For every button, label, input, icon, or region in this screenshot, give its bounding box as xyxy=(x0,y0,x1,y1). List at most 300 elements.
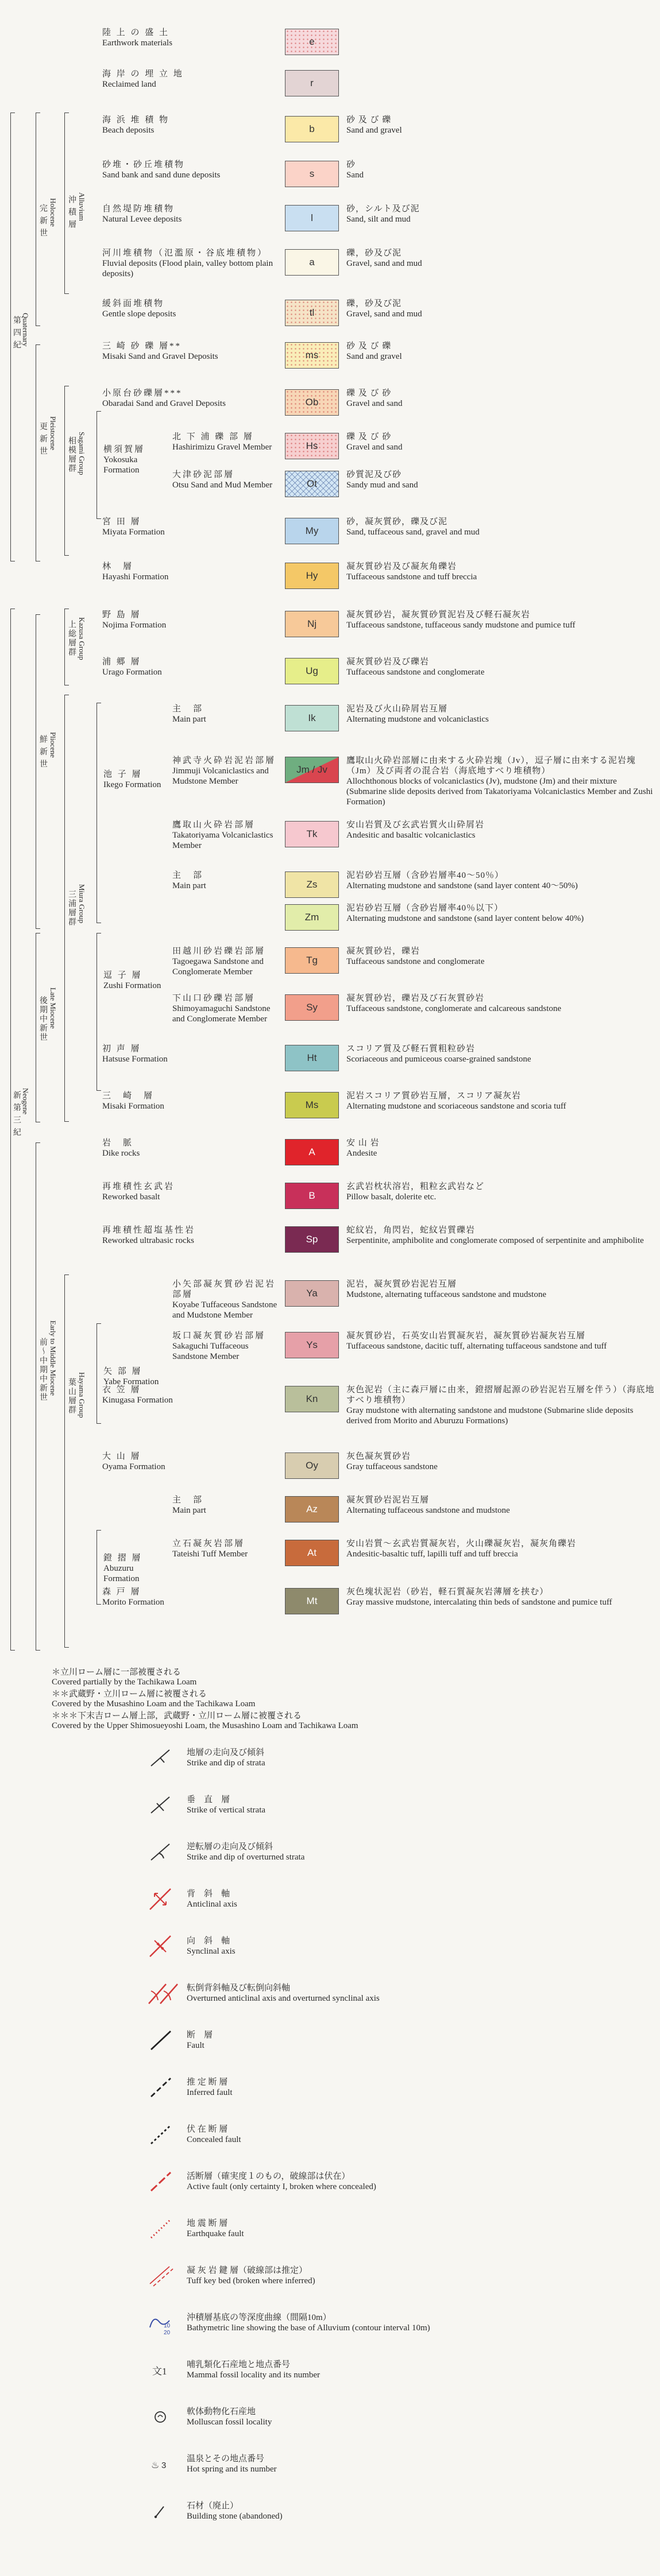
unit-code: Zm xyxy=(304,912,319,923)
unit-name-en: Morito Formation xyxy=(102,1598,164,1607)
unit-row-kn xyxy=(0,1385,660,1425)
hayama-label-jp: 葉山層群 xyxy=(67,1378,76,1415)
early-middle-miocene-label-en: Early to Middle Miocene xyxy=(49,1320,57,1396)
unit-description-jp: 安山岩質及び玄武岩質火山砕屑岩 xyxy=(346,820,485,830)
alluvium-label-en: Alluvium xyxy=(78,192,86,221)
unit-code: e xyxy=(309,36,315,47)
unit-name-jp: 下山口砂礫岩部層 xyxy=(172,994,256,1003)
pliocene-label-en: Pliocene xyxy=(49,732,57,758)
unit-name-jp: 浦 郷 層 xyxy=(102,657,141,667)
unit-name xyxy=(102,388,275,409)
unit-name-jp: 再堆積性超塩基性岩 xyxy=(102,1226,196,1235)
unit-code: Kn xyxy=(306,1393,318,1404)
unit-description-en: Sand and gravel xyxy=(346,126,402,135)
unit-swatch xyxy=(285,1139,339,1165)
unit-swatch xyxy=(285,1332,339,1358)
unit-name xyxy=(172,993,279,1024)
symbol-label-jp: 沖積層基底の等深度曲線（間隔10m） xyxy=(187,2313,331,2322)
unit-name xyxy=(172,870,279,891)
symbol-label xyxy=(187,2407,600,2427)
unit-description-en: Sand and gravel xyxy=(346,352,402,361)
unit-description-jp: 泥岩砂岩互層（含砂岩層率40〜50％） xyxy=(346,871,504,880)
unit-description-jp: 礫 及 び 砂 xyxy=(346,389,392,398)
pliocene-label-jp: 鮮 新 世 xyxy=(38,735,47,769)
unit-name-en: Shimoyamaguchi Sandstone and Conglomerate Member xyxy=(172,1004,271,1024)
unit-description-en: Mudstone, alternating tuffaceous sandstone and mudstone xyxy=(346,1290,546,1299)
unit-row-mt xyxy=(0,1587,660,1621)
unit-name-jp: 林 層 xyxy=(102,562,134,571)
svg-text:10: 10 xyxy=(164,2323,171,2329)
unit-name-jp: 小原台砂礫層*** xyxy=(102,389,183,398)
unit-description-en: Gravel and sand xyxy=(346,443,403,452)
unit-name xyxy=(102,69,275,90)
unit-description xyxy=(346,1331,657,1351)
unit-description-en: Gravel and sand xyxy=(346,399,403,408)
ikego-label: 池 子 層 Ikego Formation xyxy=(103,770,161,789)
unit-name xyxy=(102,1587,275,1607)
hayama-label-en: Hayama Group xyxy=(78,1372,86,1418)
unit-code: A xyxy=(308,1146,315,1157)
unit-description xyxy=(346,946,657,967)
unit-row-e xyxy=(0,28,660,62)
unit-name xyxy=(102,299,275,319)
unit-swatch xyxy=(285,1045,339,1071)
unit-code: Ya xyxy=(306,1288,318,1299)
unit-description-en: Gray tuffaceous sandstone xyxy=(346,1462,438,1471)
svg-text:3: 3 xyxy=(161,2461,167,2470)
unit-name xyxy=(102,204,275,224)
zushi-label: 逗 子 層 Zushi Formation xyxy=(103,971,161,990)
unit-description xyxy=(346,248,657,269)
symbol-label-jp: 活断層（確実度１のもの，破線部は伏在） xyxy=(187,2172,350,2181)
unit-swatch xyxy=(285,1588,339,1614)
symbol-row xyxy=(146,2263,606,2298)
symbol-label xyxy=(187,1842,600,1862)
symbol-label xyxy=(187,2218,600,2239)
unit-description-en: Sand xyxy=(346,171,364,180)
unit-name-en: Dike rocks xyxy=(102,1149,140,1158)
unit-row-my xyxy=(0,517,660,551)
symbol-label-jp: 逆転層の走向及び傾斜 xyxy=(187,1842,273,1851)
symbol-row xyxy=(146,2404,606,2439)
unit-code: Jm / Jv xyxy=(296,764,327,775)
unit-description-jp: 砂，凝灰質砂，礫及び泥 xyxy=(346,517,448,526)
unit-description xyxy=(346,704,657,725)
unit-description-en: Sandy mud and sand xyxy=(346,481,418,490)
unit-swatch xyxy=(285,904,339,931)
unit-description xyxy=(346,561,657,582)
symbol-label-jp: 哺乳類化石産地と地点番号 xyxy=(187,2360,291,2369)
unit-swatch xyxy=(285,994,339,1021)
unit-name xyxy=(102,561,275,582)
symbol-label-jp: 推 定 断 層 xyxy=(187,2078,228,2087)
unit-name-en: Reworked basalt xyxy=(102,1192,160,1202)
unit-description-jp: 砂 xyxy=(346,160,356,169)
unit-description xyxy=(346,204,657,224)
unit-description-jp: 凝灰質砂岩泥岩互層 xyxy=(346,1496,430,1505)
miura-label-jp: 三浦層群 xyxy=(67,890,76,927)
unit-description xyxy=(346,299,657,319)
unit-name-en: Miyata Formation xyxy=(102,528,165,537)
unit-row-ht xyxy=(0,1044,660,1078)
unit-description-jp: 泥岩，凝灰質砂岩泥岩互層 xyxy=(346,1280,457,1289)
unit-row-ys xyxy=(0,1331,660,1365)
symbol-label-en: Bathymetric line showing the base of Alluvium (contour interval 10m) xyxy=(187,2323,430,2333)
unit-name-jp: 森 戸 層 xyxy=(102,1587,141,1597)
unit-name-en: Obaradai Sand and Gravel Deposits xyxy=(102,399,226,408)
unit-row-tk xyxy=(0,820,660,854)
unit-description-en: Tuffaceous sandstone and conglomerate xyxy=(346,668,485,677)
unit-code: Tg xyxy=(306,955,318,966)
symbol-label xyxy=(187,2265,600,2286)
late-miocene-label-en: Late Miocene xyxy=(49,987,57,1029)
unit-description xyxy=(346,610,657,630)
unit-description-en: Sand, silt and mud xyxy=(346,215,411,224)
unit-name-en: Jimmuji Volcaniclastics and Mudstone Member xyxy=(172,766,269,786)
unit-description xyxy=(346,388,657,409)
symbol-label xyxy=(187,2077,600,2098)
unit-name-en: Misaki Formation xyxy=(102,1102,164,1111)
unit-name xyxy=(172,756,279,787)
symbol-row xyxy=(146,2310,606,2345)
unit-description xyxy=(346,1279,657,1300)
unit-name xyxy=(172,432,279,452)
unit-name-jp: 海 浜 堆 積 物 xyxy=(102,115,170,125)
unit-name-en: Koyabe Tuffaceous Sandstone and Mudstone Member xyxy=(172,1300,277,1320)
unit-description-en: Sand, tuffaceous sand, gravel and mud xyxy=(346,528,480,537)
pleistocene-label-en: Pleistocene xyxy=(49,416,57,451)
unit-row-sp xyxy=(0,1225,660,1260)
symbol-label-jp: 地 震 断 層 xyxy=(187,2219,228,2228)
symbol-label xyxy=(187,2360,600,2380)
yabe-label: 矢 部 層 Yabe Formation xyxy=(103,1367,159,1386)
unit-code: Oy xyxy=(306,1460,318,1471)
symbol-label-en: Building stone (abandoned) xyxy=(187,2512,283,2521)
unit-name-en: Main part xyxy=(172,1506,206,1515)
unit-name-jp: 大津砂泥部層 xyxy=(172,470,235,479)
unit-description xyxy=(346,820,657,840)
unit-name-en: Nojima Formation xyxy=(102,621,167,630)
unit-code: l xyxy=(311,212,313,223)
neogene-label-jp: 新 第 三 紀 xyxy=(12,1091,21,1137)
symbol-row xyxy=(146,1934,606,1968)
sagami-label-jp: 相模層群 xyxy=(67,436,76,473)
unit-row-ob xyxy=(0,388,660,423)
unit-description-en: Alternating mudstone and volcaniclastics xyxy=(346,715,489,724)
unit-name-en: Hashirimizu Gravel Member xyxy=(172,443,272,452)
unit-name-en: Oyama Formation xyxy=(102,1462,165,1471)
unit-swatch xyxy=(285,161,339,187)
symbol-row xyxy=(146,1792,606,1827)
unit-name xyxy=(102,160,275,180)
unit-description-en: Allochthonous blocks of volcaniclastics (Jv), mudstone (Jm) and their mixture (Submarine slide deposits derived from Takatoriyama Volcaniclastics Member and Zushi Formation) xyxy=(346,777,653,807)
unit-description-jp: 凝灰質砂岩及び礫岩 xyxy=(346,657,430,667)
unit-row-at xyxy=(0,1539,660,1573)
unit-swatch xyxy=(285,871,339,898)
symbol-label xyxy=(187,1936,600,1957)
holocene-label-en: Holocene xyxy=(49,198,57,227)
unit-row-b xyxy=(0,115,660,149)
unit-name-en: Gentle slope deposits xyxy=(102,309,176,319)
unit-description-en: Tuffaceous sandstone, conglomerate and calcareous sandstone xyxy=(346,1004,562,1013)
pleistocene-label-jp: 更 新 世 xyxy=(38,422,47,456)
symbol-label xyxy=(187,2454,600,2474)
unit-description-jp: 礫，砂及び泥 xyxy=(346,249,402,258)
holocene-label-jp: 完 新 世 xyxy=(38,204,47,238)
symbol-label-jp: 断 層 xyxy=(187,2031,213,2040)
unit-name xyxy=(172,1495,279,1516)
early-middle-miocene-label-jp: 前～中期中新世 xyxy=(38,1338,47,1402)
symbol-label-en: Hot spring and its number xyxy=(187,2465,277,2474)
symbol-row xyxy=(146,1981,606,2015)
unit-description-jp: 凝灰質砂岩，凝灰質砂質泥岩及び軽石凝灰岩 xyxy=(346,610,531,619)
unit-code: Ob xyxy=(305,397,319,408)
unit-swatch xyxy=(285,1092,339,1118)
unit-row-zs xyxy=(0,870,660,905)
unit-code: b xyxy=(309,123,315,134)
unit-swatch xyxy=(285,705,339,731)
unit-description xyxy=(346,993,657,1014)
unit-code: ms xyxy=(305,350,319,361)
unit-name-jp: 田越川砂岩礫岩部層 xyxy=(172,947,266,956)
unit-name-en: Misaki Sand and Gravel Deposits xyxy=(102,352,218,361)
unit-description xyxy=(346,903,657,924)
unit-swatch xyxy=(285,70,339,96)
unit-name-jp: 主 部 xyxy=(172,871,204,880)
unit-swatch xyxy=(285,205,339,231)
symbol-row xyxy=(146,2451,606,2486)
late-miocene-label-jp: 後期中新世 xyxy=(38,996,47,1042)
unit-name-jp: 大 山 層 xyxy=(102,1452,141,1461)
unit-code: Zs xyxy=(306,879,318,890)
unit-description xyxy=(346,1138,657,1159)
unit-swatch xyxy=(285,1496,339,1523)
unit-description-jp: 凝灰質砂岩，石英安山岩質凝灰岩，凝灰質砂岩凝灰岩互層 xyxy=(346,1331,586,1341)
unit-name-en: Fluvial deposits (Flood plain, valley bottom plain deposits) xyxy=(102,259,273,278)
unit-description-en: Tuffaceous sandstone and tuff breccia xyxy=(346,572,477,582)
unit-code: Ht xyxy=(307,1052,317,1063)
unit-description-jp: 安山岩質～玄武岩質凝灰岩，火山礫凝灰岩，凝灰角礫岩 xyxy=(346,1539,577,1548)
unit-code: Az xyxy=(306,1504,318,1514)
unit-code: Tk xyxy=(306,828,318,839)
unit-code: Ys xyxy=(306,1339,318,1350)
unit-name xyxy=(102,28,275,48)
unit-row-ms xyxy=(0,341,660,375)
svg-text:20: 20 xyxy=(164,2330,171,2336)
unit-description-jp: 蛇紋岩，角閃岩，蛇紋岩質礫岩 xyxy=(346,1226,476,1235)
unit-name-en: Tateishi Tuff Member xyxy=(172,1550,248,1559)
unit-name-en: Reclaimed land xyxy=(102,80,156,89)
unit-description-en: Gravel, sand and mud xyxy=(346,309,422,319)
unit-swatch xyxy=(285,249,339,276)
symbol-row xyxy=(146,2028,606,2062)
unit-row-ug xyxy=(0,657,660,691)
footnote-3: ＊＊＊下末吉ローム層上部，武蔵野・立川ローム層に被覆される Covered by the Upper Shimosueyoshi Loam, the Musashino Loam and Tachikawa Loam xyxy=(52,1711,358,1730)
unit-name-jp: 宮 田 層 xyxy=(102,517,141,526)
unit-description xyxy=(346,341,657,362)
unit-code: Ms xyxy=(305,1099,319,1110)
unit-name xyxy=(102,1451,275,1472)
unit-description xyxy=(346,470,657,490)
unit-description xyxy=(346,517,657,537)
unit-code: s xyxy=(309,168,315,179)
symbol-label-en: Overturned anticlinal axis and overturned synclinal axis xyxy=(187,1994,380,2003)
unit-description-en: Gray mudstone with alternating sandstone and mudstone (Submarine slide deposits derived from Morito and Aburuzu Formations) xyxy=(346,1406,634,1425)
unit-name-jp: 陸 上 の 盛 土 xyxy=(102,28,170,37)
unit-description xyxy=(346,1182,657,1202)
unit-name-jp: 河川堆積物（氾濫原・谷底堆積物） xyxy=(102,249,268,258)
symbol-row xyxy=(146,1887,606,1921)
unit-name-jp: 初 声 層 xyxy=(102,1044,141,1053)
unit-name-jp: 坂口凝灰質砂岩部層 xyxy=(172,1331,266,1341)
unit-code: a xyxy=(309,257,315,268)
symbol-row xyxy=(146,2498,606,2533)
unit-description-jp: 凝灰質砂岩，礫岩及び石灰質砂岩 xyxy=(346,994,485,1003)
unit-name-jp: 砂堆・砂丘堆積物 xyxy=(102,160,186,169)
footnotes xyxy=(52,1668,569,1733)
unit-name-jp: 主 部 xyxy=(172,1496,204,1505)
unit-name xyxy=(172,946,279,977)
unit-description-jp: 凝灰質砂岩，礫岩 xyxy=(346,947,420,956)
unit-name-en: Urago Formation xyxy=(102,668,162,677)
footnote-1: ＊立川ローム層に一部被覆される Covered partially by the Tachikawa Loam xyxy=(52,1668,197,1687)
unit-name-jp: 鷹取山火砕岩部層 xyxy=(172,820,256,830)
unit-description xyxy=(346,1451,657,1472)
unit-code: Ik xyxy=(308,712,316,723)
unit-swatch xyxy=(285,563,339,589)
unit-row-l xyxy=(0,204,660,238)
unit-name-en: Kinugasa Formation xyxy=(102,1396,173,1405)
symbol-label-jp: 伏 在 断 層 xyxy=(187,2125,228,2134)
unit-description-jp: スコリア質及び軽石質粗粒砂岩 xyxy=(346,1044,476,1053)
unit-swatch xyxy=(285,821,339,847)
unit-swatch xyxy=(285,518,339,544)
unit-description-jp: 泥岩砂岩互層（含砂岩層率40％以下） xyxy=(346,904,504,913)
unit-swatch xyxy=(285,1226,339,1253)
miura-label-en: Miura Group xyxy=(78,884,86,924)
unit-name-jp: 主 部 xyxy=(172,704,204,714)
footnote-2: ＊＊武蔵野・立川ローム層に被覆される Covered by the Musashino Loam and the Tachikawa Loam xyxy=(52,1690,256,1709)
unit-row-hy xyxy=(0,561,660,596)
unit-swatch xyxy=(285,342,339,369)
symbol-label-en: Synclinal axis xyxy=(187,1947,236,1956)
symbol-row xyxy=(146,2169,606,2203)
unit-code: Sy xyxy=(306,1002,318,1013)
unit-swatch xyxy=(285,1183,339,1209)
unit-description xyxy=(346,1587,657,1607)
symbol-label-jp: 垂 直 層 xyxy=(187,1795,230,1804)
unit-description-jp: 砂，シルト及び泥 xyxy=(346,204,420,214)
unit-name xyxy=(172,470,279,490)
unit-name-jp: 小矢部凝灰質砂岩泥岩部層 xyxy=(172,1280,276,1299)
neogene-label-en: Neogene xyxy=(21,1088,30,1115)
kazusa-label-en: Kazusa Group xyxy=(78,617,86,660)
unit-description-jp: 泥岩及び火山砕屑岩互層 xyxy=(346,704,448,714)
symbol-label xyxy=(187,2501,600,2521)
unit-description xyxy=(346,160,657,180)
unit-name xyxy=(102,517,275,537)
unit-row-az xyxy=(0,1495,660,1529)
unit-name xyxy=(172,820,279,851)
quaternary-label-en: Quaternary xyxy=(21,313,30,347)
unit-name xyxy=(102,1385,275,1405)
unit-description xyxy=(346,657,657,677)
unit-name-jp: 再堆積性玄武岩 xyxy=(102,1182,175,1191)
unit-swatch xyxy=(285,471,339,497)
symbol-label-jp: 転倒背斜軸及び転倒向斜軸 xyxy=(187,1984,291,1993)
unit-description-en: Alternating tuffaceous sandstone and mudstone xyxy=(346,1506,510,1515)
unit-name-en: Natural Levee deposits xyxy=(102,215,182,224)
symbol-label-jp: 地層の走向及び傾斜 xyxy=(187,1748,265,1757)
unit-swatch xyxy=(285,757,339,783)
unit-description-jp: 砂 及 び 礫 xyxy=(346,342,392,351)
unit-swatch xyxy=(285,300,339,326)
unit-row-ya xyxy=(0,1279,660,1320)
unit-row-nj xyxy=(0,610,660,644)
unit-swatch xyxy=(285,389,339,416)
unit-code: Mt xyxy=(306,1595,318,1606)
unit-name-jp: 三 崎 層 xyxy=(102,1091,155,1101)
symbol-label-en: Strike of vertical strata xyxy=(187,1806,266,1815)
unit-name-en: Beach deposits xyxy=(102,126,155,135)
unit-swatch xyxy=(285,1386,339,1412)
symbol-label xyxy=(187,1983,600,2004)
unit-description xyxy=(346,1539,657,1559)
unit-name-en: Takatoriyama Volcaniclastics Member xyxy=(172,831,273,850)
symbol-row xyxy=(146,2216,606,2250)
unit-name xyxy=(102,248,275,279)
unit-swatch xyxy=(285,1540,339,1566)
unit-description-jp: 砂 及 び 礫 xyxy=(346,115,392,125)
unit-description-en: Gravel, sand and mud xyxy=(346,259,422,268)
symbol-label-jp: 温泉とその地点番号 xyxy=(187,2454,265,2463)
symbol-label-jp: 向 斜 軸 xyxy=(187,1936,230,1946)
symbol-label xyxy=(187,2312,600,2333)
unit-code: tl xyxy=(309,307,315,318)
unit-row-b_basalt xyxy=(0,1182,660,1216)
unit-code: Ot xyxy=(307,478,317,489)
unit-name xyxy=(102,341,275,362)
unit-name-en: Earthwork materials xyxy=(102,38,173,48)
unit-name-en: Hatsuse Formation xyxy=(102,1055,168,1064)
unit-description-jp: 安 山 岩 xyxy=(346,1138,380,1148)
unit-row-sy xyxy=(0,993,660,1028)
symbol-label-en: Anticlinal axis xyxy=(187,1900,237,1909)
unit-description-en: Scoriaceous and pumiceous coarse-grained sandstone xyxy=(346,1055,531,1064)
unit-description-en: Alternating mudstone and scoriaceous sandstone and scoria tuff xyxy=(346,1102,566,1111)
unit-description xyxy=(346,115,657,135)
unit-description-en: Alternating mudstone and sandstone (sand layer content below 40%) xyxy=(346,914,584,923)
unit-name-en: Hayashi Formation xyxy=(102,572,169,582)
unit-name-jp: 岩 脈 xyxy=(102,1138,134,1148)
symbol-label-jp: 背 斜 軸 xyxy=(187,1889,230,1899)
unit-description xyxy=(346,1225,657,1246)
unit-name-en: Sand bank and sand dune deposits xyxy=(102,171,221,180)
unit-description-en: Andesitic-basaltic tuff, lapilli tuff and tuff breccia xyxy=(346,1550,518,1559)
symbol-label-en: Earthquake fault xyxy=(187,2229,244,2238)
unit-code: Hs xyxy=(306,440,318,451)
unit-name-jp: 神武寺火砕岩泥岩部層 xyxy=(172,756,276,765)
symbol-label-en: Strike and dip of overturned strata xyxy=(187,1853,305,1862)
alluvium-label-jp: 沖 積 層 xyxy=(67,195,76,229)
unit-name-jp: 緩斜面堆積物 xyxy=(102,299,165,308)
unit-description-jp: 礫 及 び 砂 xyxy=(346,432,392,441)
unit-description-jp: 凝灰質砂岩及び凝灰角礫岩 xyxy=(346,562,457,571)
unit-name xyxy=(172,1279,279,1320)
symbol-label-en: Mammal fossil locality and its number xyxy=(187,2370,321,2380)
symbol-label xyxy=(187,1748,600,1768)
unit-name xyxy=(172,704,279,725)
